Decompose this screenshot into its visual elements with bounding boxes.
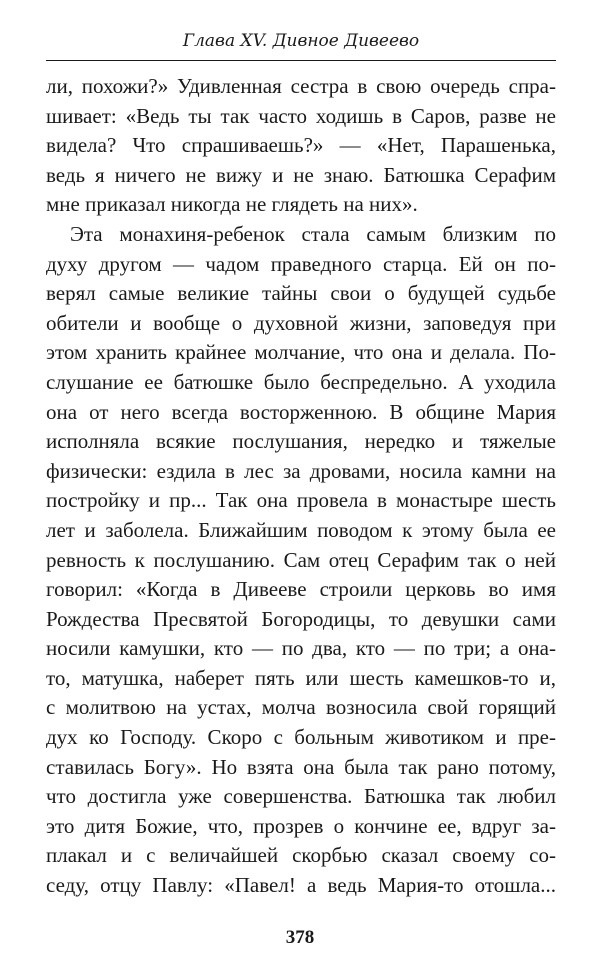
text-line: шивает: «Ведь ты так часто ходишь в Саров, разве не bbox=[46, 103, 556, 128]
text-line: с молитвою на устах, молча возносила свой горящий bbox=[46, 695, 556, 720]
text-line: обители и вообще о духовной жизни, заповедуя при bbox=[46, 310, 556, 335]
text-line: говорил: «Когда в Дивееве строили церковь во имя bbox=[46, 577, 556, 602]
text-line: видела? Что спрашиваешь?» — «Нет, Парашенька, bbox=[46, 133, 556, 158]
text-line: что достигла уже совершенства. Батюшка так любил bbox=[46, 784, 556, 809]
text-line: седу, отцу Павлу: «Павел! а ведь Мария-то отошла... bbox=[46, 873, 556, 898]
text-line: мне приказал никогда не глядеть на них». bbox=[46, 192, 418, 217]
text-line: верял самые великие тайны свои о будущей судьбе bbox=[46, 281, 556, 306]
text-line: дух ко Господу. Скоро с больным животиком и пре- bbox=[46, 725, 556, 750]
text-line: плакал и с величайшей скорбью сказал своему со- bbox=[46, 843, 556, 868]
text-line: ли, похожи?» Удивленная сестра в свою очередь спра- bbox=[46, 74, 556, 98]
text-line: ревность к послушанию. Сам отец Серафим так о ней bbox=[46, 547, 556, 572]
text-line: ведь я ничего не вижу и не знаю. Батюшка Серафим bbox=[46, 162, 556, 187]
text-line: слушание ее батюшке было беспредельно. А уходила bbox=[46, 369, 556, 394]
page-body bbox=[46, 72, 556, 901]
text-line: исполняла всякие послушания, нередко и тяжелые bbox=[46, 429, 556, 454]
text-line: лет и заболела. Ближайшим поводом к этому была ее bbox=[46, 517, 556, 542]
text-line: духу другом — чадом праведного старца. Ей он по- bbox=[46, 251, 556, 276]
text-line: этом хранить крайнее молчание, что она и делала. По- bbox=[46, 340, 556, 365]
page-number: 378 bbox=[285, 927, 315, 948]
text-line: Эта монахиня-ребенок стала самым близким по bbox=[70, 221, 556, 246]
text-line: ставилась Богу». Но взята она была так рано потому, bbox=[46, 754, 556, 779]
text-line: то, матушка, наберет пять или шесть камешков-то и, bbox=[46, 665, 556, 690]
running-header: Глава XV. Дивное Дивеево bbox=[182, 31, 420, 51]
header-rule bbox=[46, 60, 556, 61]
text-line: постройку и пр... Так она провела в монастыре шесть bbox=[46, 488, 556, 513]
text-line: это дитя Божие, что, прозрев о кончине ее, вдруг за- bbox=[46, 813, 556, 838]
text-line: она от него всегда восторженною. В общине Мария bbox=[46, 399, 556, 424]
text-line: Рождества Пресвятой Богородицы, то девушки сами bbox=[46, 606, 556, 631]
text-line: носили камушки, кто — по два, кто — по три; а она- bbox=[46, 636, 556, 661]
text-line: физически: ездила в лес за дровами, носила камни на bbox=[46, 458, 556, 483]
